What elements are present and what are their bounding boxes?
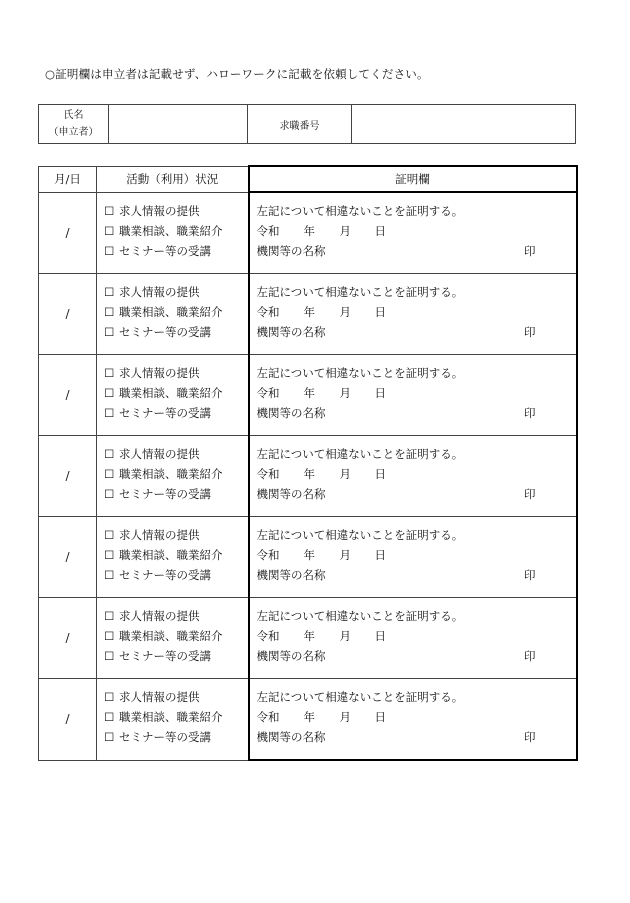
year-label: 年 bbox=[303, 548, 315, 562]
month-label: 月 bbox=[339, 629, 351, 643]
org-name-line bbox=[250, 565, 576, 585]
cert-statement: 左記について相違ないことを証明する。 bbox=[256, 528, 464, 542]
era-label: 令和 bbox=[256, 386, 280, 400]
activity-cell bbox=[97, 274, 249, 355]
cert-date-line bbox=[250, 626, 576, 646]
checkbox[interactable]: ☐ bbox=[104, 305, 115, 319]
era-label: 令和 bbox=[256, 710, 280, 724]
applicant-info-table bbox=[38, 104, 576, 144]
activity-table bbox=[38, 165, 578, 761]
activity-option-consultation[interactable] bbox=[97, 464, 248, 484]
certification-cell[interactable] bbox=[249, 274, 577, 355]
era-label: 令和 bbox=[256, 305, 280, 319]
activity-label: 職業相談、職業紹介 bbox=[119, 223, 223, 238]
activity-label: 職業相談、職業紹介 bbox=[119, 548, 223, 562]
org-name-line bbox=[250, 403, 576, 423]
job-number-field[interactable] bbox=[352, 105, 576, 144]
activity-label: 求人情報の提供 bbox=[119, 203, 200, 218]
checkbox[interactable]: ☐ bbox=[104, 730, 115, 744]
table-row bbox=[39, 192, 577, 274]
year-label: 年 bbox=[303, 224, 315, 238]
day-label: 日 bbox=[374, 629, 386, 643]
seal-mark: 印 bbox=[524, 325, 536, 339]
org-name-label: 機関等の名称 bbox=[256, 244, 326, 258]
checkbox[interactable]: ☐ bbox=[104, 223, 115, 238]
month-label: 月 bbox=[339, 710, 351, 724]
activity-cell bbox=[97, 355, 249, 436]
activity-option-consultation[interactable] bbox=[97, 383, 248, 403]
job-number-label: 求職番号 bbox=[248, 105, 352, 144]
activity-label: 職業相談、職業紹介 bbox=[119, 467, 223, 481]
cert-statement: 左記について相違ないことを証明する。 bbox=[256, 285, 464, 299]
checkbox[interactable]: ☐ bbox=[104, 447, 115, 461]
day-label: 日 bbox=[374, 224, 386, 238]
activity-label: 求人情報の提供 bbox=[119, 690, 200, 704]
org-name-line bbox=[250, 484, 576, 504]
certification-cell[interactable] bbox=[249, 598, 577, 679]
activity-option-seminar[interactable] bbox=[97, 322, 248, 342]
activity-column-header: 活動（利用）状況 bbox=[97, 166, 249, 192]
year-label: 年 bbox=[303, 305, 315, 319]
era-label: 令和 bbox=[256, 224, 280, 238]
checkbox[interactable]: ☐ bbox=[104, 629, 115, 643]
activity-label: 求人情報の提供 bbox=[119, 447, 200, 461]
activity-label: 職業相談、職業紹介 bbox=[119, 710, 223, 724]
activity-label: セミナー等の受講 bbox=[119, 487, 211, 501]
date-column-header: 月/日 bbox=[39, 166, 97, 192]
month-label: 月 bbox=[339, 467, 351, 481]
cert-date-line bbox=[250, 707, 576, 727]
checkbox[interactable]: ☐ bbox=[104, 487, 115, 501]
checkbox[interactable]: ☐ bbox=[104, 548, 115, 562]
day-label: 日 bbox=[374, 710, 386, 724]
activity-option-seminar[interactable] bbox=[97, 241, 248, 261]
activity-label: 求人情報の提供 bbox=[119, 366, 200, 380]
day-label: 日 bbox=[374, 467, 386, 481]
seal-mark: 印 bbox=[524, 406, 536, 420]
name-label bbox=[39, 105, 109, 144]
org-name-label: 機関等の名称 bbox=[256, 406, 326, 420]
cert-statement: 左記について相違ないことを証明する。 bbox=[256, 204, 464, 218]
checkbox[interactable]: ☐ bbox=[104, 690, 115, 704]
checkbox[interactable]: ☐ bbox=[104, 325, 115, 339]
month-label: 月 bbox=[339, 224, 351, 238]
table-row bbox=[39, 274, 577, 355]
activity-option-seminar[interactable] bbox=[97, 727, 248, 747]
activity-option-seminar[interactable] bbox=[97, 484, 248, 504]
seal-mark: 印 bbox=[524, 244, 536, 258]
activity-label: 求人情報の提供 bbox=[119, 285, 200, 299]
cert-statement: 左記について相違ないことを証明する。 bbox=[256, 447, 464, 461]
era-label: 令和 bbox=[256, 467, 280, 481]
activity-option-job-info[interactable] bbox=[97, 687, 248, 707]
checkbox[interactable]: ☐ bbox=[104, 203, 115, 218]
activity-cell bbox=[97, 192, 249, 274]
org-name-label: 機関等の名称 bbox=[256, 649, 326, 663]
activity-option-consultation[interactable] bbox=[97, 302, 248, 322]
activity-option-consultation[interactable] bbox=[97, 545, 248, 565]
activity-label: 職業相談、職業紹介 bbox=[119, 386, 223, 400]
year-label: 年 bbox=[303, 467, 315, 481]
year-label: 年 bbox=[303, 629, 315, 643]
cert-date-line bbox=[250, 545, 576, 565]
checkbox[interactable]: ☐ bbox=[104, 568, 115, 582]
activity-option-consultation[interactable] bbox=[97, 707, 248, 727]
org-name-line bbox=[250, 727, 576, 747]
activity-cell bbox=[97, 598, 249, 679]
seal-mark: 印 bbox=[524, 568, 536, 582]
activity-option-job-info[interactable] bbox=[97, 201, 248, 221]
checkbox[interactable]: ☐ bbox=[104, 710, 115, 724]
date-cell[interactable]: / bbox=[39, 274, 97, 355]
checkbox[interactable]: ☐ bbox=[104, 243, 115, 258]
cert-statement: 左記について相違ないことを証明する。 bbox=[256, 609, 464, 623]
day-label: 日 bbox=[374, 305, 386, 319]
activity-label: セミナー等の受講 bbox=[119, 243, 211, 258]
year-label: 年 bbox=[303, 710, 315, 724]
table-row bbox=[39, 598, 577, 679]
cert-date-line bbox=[250, 383, 576, 403]
name-field[interactable] bbox=[109, 105, 248, 144]
era-label: 令和 bbox=[256, 629, 280, 643]
activity-cell bbox=[97, 436, 249, 517]
date-cell[interactable]: / bbox=[39, 192, 97, 274]
org-name-label: 機関等の名称 bbox=[256, 568, 326, 582]
org-name-line bbox=[250, 322, 576, 342]
activity-option-consultation[interactable] bbox=[97, 221, 248, 241]
date-cell[interactable]: / bbox=[39, 517, 97, 598]
activity-option-seminar[interactable] bbox=[97, 565, 248, 585]
cert-statement: 左記について相違ないことを証明する。 bbox=[256, 366, 464, 380]
name-label-line2: （申立者） bbox=[48, 127, 99, 138]
cert-date-line bbox=[250, 302, 576, 322]
org-name-line bbox=[250, 646, 576, 666]
activity-option-job-info[interactable] bbox=[97, 363, 248, 383]
day-label: 日 bbox=[374, 386, 386, 400]
certification-cell[interactable] bbox=[249, 679, 577, 761]
checkbox[interactable]: ☐ bbox=[104, 467, 115, 481]
cert-date-line bbox=[250, 221, 576, 241]
checkbox[interactable]: ☐ bbox=[104, 406, 115, 420]
date-cell[interactable]: / bbox=[39, 436, 97, 517]
activity-option-job-info[interactable] bbox=[97, 444, 248, 464]
table-row bbox=[39, 355, 577, 436]
certification-cell[interactable] bbox=[249, 355, 577, 436]
activity-option-consultation[interactable] bbox=[97, 626, 248, 646]
certification-cell[interactable] bbox=[249, 517, 577, 598]
activity-option-job-info[interactable] bbox=[97, 282, 248, 302]
date-cell[interactable]: / bbox=[39, 679, 97, 761]
table-row bbox=[39, 436, 577, 517]
cert-statement: 左記について相違ないことを証明する。 bbox=[256, 690, 464, 704]
checkbox[interactable]: ☐ bbox=[104, 386, 115, 400]
activity-label: セミナー等の受講 bbox=[119, 730, 211, 744]
activity-label: 職業相談、職業紹介 bbox=[119, 629, 223, 643]
table-row bbox=[39, 679, 577, 761]
org-name-label: 機関等の名称 bbox=[256, 487, 326, 501]
checkbox[interactable]: ☐ bbox=[104, 285, 115, 299]
seal-mark: 印 bbox=[524, 730, 536, 744]
month-label: 月 bbox=[339, 305, 351, 319]
checkbox[interactable]: ☐ bbox=[104, 366, 115, 380]
activity-option-job-info[interactable] bbox=[97, 525, 248, 545]
org-name-label: 機関等の名称 bbox=[256, 325, 326, 339]
activity-option-seminar[interactable] bbox=[97, 403, 248, 423]
day-label: 日 bbox=[374, 548, 386, 562]
checkbox[interactable]: ☐ bbox=[104, 528, 115, 542]
cert-date-line bbox=[250, 464, 576, 484]
table-row bbox=[39, 517, 577, 598]
form-notice: ○証明欄は申立者は記載せず、ハローワークに記載を依頼してください。 bbox=[45, 67, 429, 81]
activity-label: セミナー等の受講 bbox=[119, 568, 211, 582]
activity-cell bbox=[97, 679, 249, 761]
certification-cell[interactable] bbox=[249, 192, 577, 274]
month-label: 月 bbox=[339, 386, 351, 400]
activity-label: セミナー等の受講 bbox=[119, 649, 211, 663]
era-label: 令和 bbox=[256, 548, 280, 562]
org-name-line bbox=[250, 241, 576, 261]
certification-cell[interactable] bbox=[249, 436, 577, 517]
certification-column-header: 証明欄 bbox=[249, 166, 577, 192]
month-label: 月 bbox=[339, 548, 351, 562]
checkbox[interactable]: ☐ bbox=[104, 609, 115, 623]
activity-label: セミナー等の受講 bbox=[119, 406, 211, 420]
date-cell[interactable]: / bbox=[39, 598, 97, 679]
checkbox[interactable]: ☐ bbox=[104, 649, 115, 663]
seal-mark: 印 bbox=[524, 487, 536, 501]
year-label: 年 bbox=[303, 386, 315, 400]
activity-option-job-info[interactable] bbox=[97, 606, 248, 626]
date-cell[interactable]: / bbox=[39, 355, 97, 436]
org-name-label: 機関等の名称 bbox=[256, 730, 326, 744]
activity-label: 求人情報の提供 bbox=[119, 528, 200, 542]
name-label-line1: 氏名 bbox=[63, 110, 84, 121]
activity-label: セミナー等の受講 bbox=[119, 325, 211, 339]
activity-label: 求人情報の提供 bbox=[119, 609, 200, 623]
activity-option-seminar[interactable] bbox=[97, 646, 248, 666]
activity-cell bbox=[97, 517, 249, 598]
activity-label: 職業相談、職業紹介 bbox=[119, 305, 223, 319]
seal-mark: 印 bbox=[524, 649, 536, 663]
